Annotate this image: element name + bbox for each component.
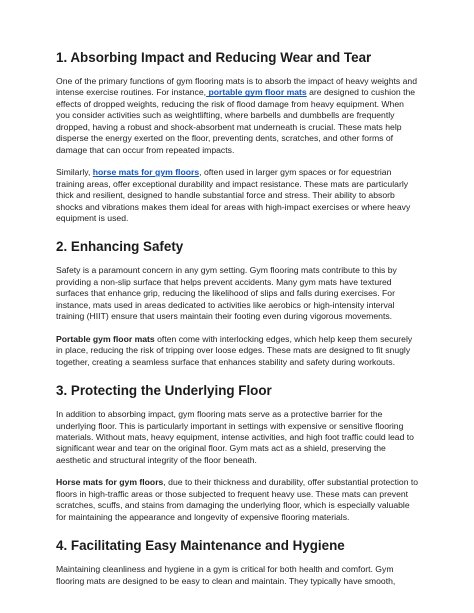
paragraph-text: Similarly, <box>56 167 93 178</box>
paragraph: In addition to absorbing impact, gym flooring mats serve as a protective barrier for the underlying floor. This is particularly important in settings with expensive or sensitive flooring materials. Without mats, heavy equipment, intense activities, and high foot traffic could lead to significant wear and tear on the original floor. Gym mats act as a shield, preserving the aesthetic and structural integrity of the floor beneath. <box>56 409 414 465</box>
paragraph-text: are designed to cushion the effects of dropped weights, reducing the risk of flood damage from heavy equipment. When you consider activities such as weightlifting, where barbells and dumbbells are frequently dropped, having a robust and shock-absorbent mat underneath is crucial. These mats help disperse the energy exerted on the floor, preventing dents, scratches, and other forms of damage that can occur from repeated impacts. <box>56 87 416 155</box>
section-protecting-floor <box>56 383 420 523</box>
paragraph: Maintaining cleanliness and hygiene in a gym is critical for both health and comfort. Gym flooring mats are designed to be easy to clean and maintain. They typically have smooth, <box>56 564 396 586</box>
paragraph-text: One of the primary functions of gym flooring mats is to absorb the impact of heavy weights and intense exercise routines. For instance, <box>56 76 417 98</box>
section-absorbing-impact <box>56 50 420 224</box>
paragraph <box>56 76 420 156</box>
bold-phrase: Horse mats for gym floors <box>56 477 164 488</box>
paragraph <box>56 167 420 224</box>
paragraph <box>56 477 420 523</box>
section-heading: 1. Absorbing Impact and Reducing Wear and Tear <box>56 50 372 65</box>
section-enhancing-safety <box>56 239 420 368</box>
section-heading: 4. Facilitating Easy Maintenance and Hygiene <box>56 538 345 554</box>
horse-mats-for-gym-floors-link[interactable]: horse mats for gym floors <box>92 167 200 178</box>
paragraph <box>56 334 420 368</box>
paragraph-text: often come with interlocking edges, which help keep them securely in place, reducing the risk of tripping over loose edges. These mats are designed to fit snugly together, creating a seamless surface that enhances stability and safety during workouts. <box>56 333 413 367</box>
section-maintenance-hygiene <box>56 538 420 587</box>
section-heading: 2. Enhancing Safety <box>56 239 184 255</box>
paragraph: Safety is a paramount concern in any gym setting. Gym flooring mats contribute to this by providing a non-slip surface that helps prevent accidents. Many gym mats have textured surfaces that enhance grip, reducing the likelihood of slips and falls during exercises. For instance, mats used in areas dedicated to activities like aerobics or high-intensity interval training (HIIT) ensure that users maintain their footing even during vigorous movements. <box>56 265 397 322</box>
section-heading: 3. Protecting the Underlying Floor <box>56 383 272 399</box>
paragraph-text: , often used in larger gym spaces or for equestrian training areas, offer exceptional durability and impact resistance. These mats are particularly thick and resilient, designed to handle substantial force and stress. Their ability to absorb shocks and vibrations makes them ideal for areas with high-impact exercises or where heavy equipment is used. <box>56 167 411 223</box>
portable-gym-floor-mats-link[interactable]: portable gym floor mats <box>206 87 307 98</box>
paragraph-text: , due to their thickness and durability, offer substantial protection to floors in high-traffic areas or those subjected to frequent heavy use. These mats can prevent scratches, scuffs, and stains from damaging the underlying floor, which is especially valuable for maintaining the appearance and longevity of expensive flooring materials. <box>56 477 419 522</box>
bold-phrase: Portable gym floor mats <box>56 333 155 344</box>
